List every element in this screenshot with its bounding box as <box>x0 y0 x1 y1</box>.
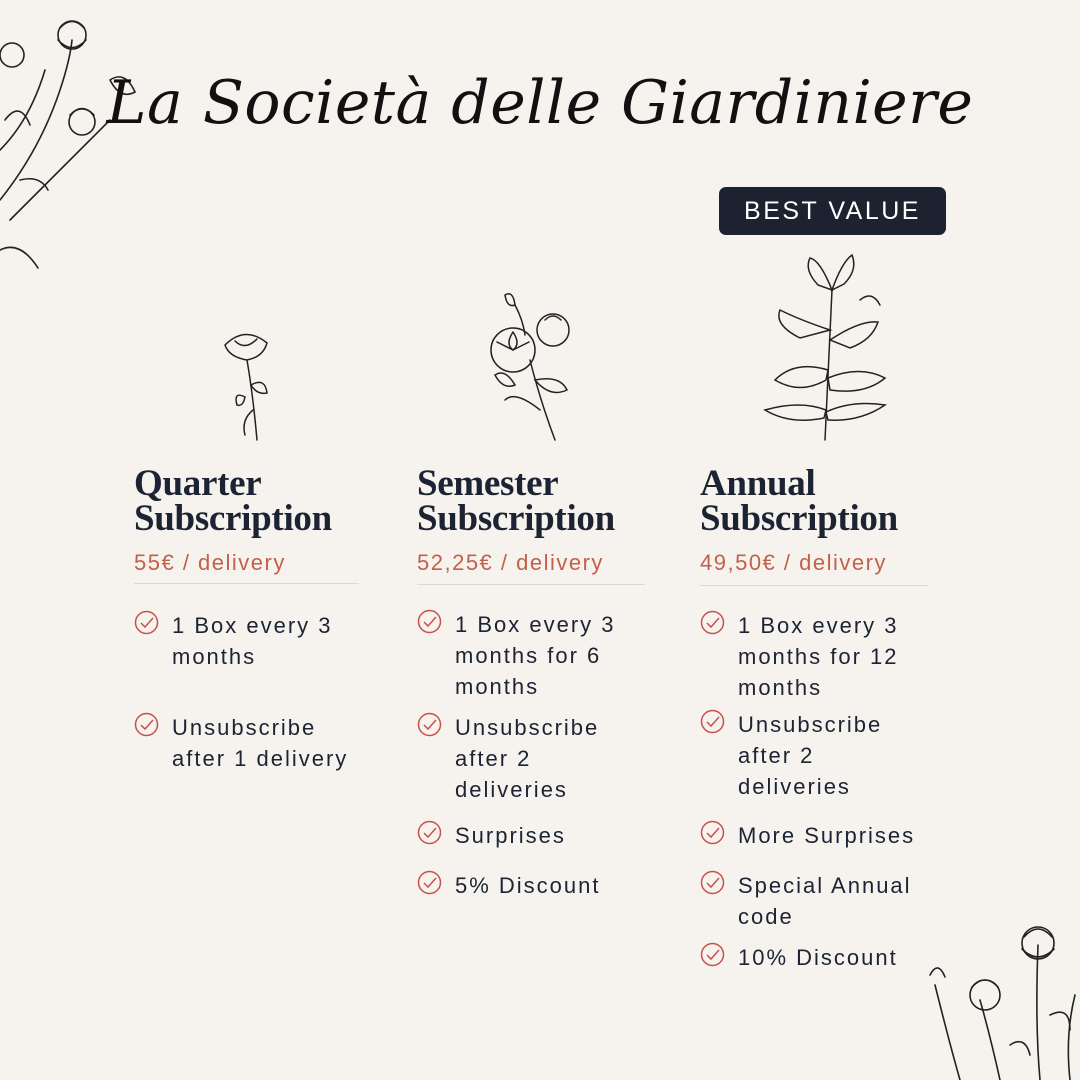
page-title: La Società delle Giardiniere <box>106 68 974 138</box>
feature-label: Unsubscribe after 2 deliveries <box>738 712 883 799</box>
feature-item <box>700 820 935 851</box>
feature-item <box>700 610 935 703</box>
feature-label: 1 Box every 3 months for 6 months <box>455 612 616 699</box>
feature-label: Special Annual code <box>738 873 912 929</box>
check-circle-icon <box>700 709 725 734</box>
feature-item <box>700 870 935 932</box>
plan-name-line2: Subscription <box>700 498 898 539</box>
feature-label: 1 Box every 3 months for 12 months <box>738 613 899 700</box>
flower-sprig-icon <box>215 325 275 445</box>
divider <box>134 583 359 584</box>
corner-flowers-bottom-right-icon <box>920 915 1080 1080</box>
feature-item <box>417 870 642 901</box>
best-value-badge: BEST VALUE <box>719 187 946 235</box>
plan-price-semester: 52,25€ / delivery <box>417 550 604 575</box>
check-circle-icon <box>417 609 442 634</box>
check-circle-icon <box>700 942 725 967</box>
plan-name-line1: Semester <box>417 463 559 504</box>
plan-name-line2: Subscription <box>417 498 615 539</box>
divider <box>700 585 928 586</box>
feature-item <box>134 712 354 774</box>
plan-name-line1: Quarter <box>134 463 262 504</box>
check-circle-icon <box>417 712 442 737</box>
flower-branch-icon <box>760 250 890 445</box>
feature-label: Unsubscribe after 1 delivery <box>172 715 349 771</box>
feature-item <box>134 610 354 672</box>
corner-flowers-top-left-icon <box>0 0 150 280</box>
feature-item <box>417 609 642 702</box>
plan-price-annual: 49,50€ / delivery <box>700 550 887 575</box>
feature-label: 5% Discount <box>455 873 601 898</box>
divider <box>417 584 645 585</box>
plan-name-line2: Subscription <box>134 498 332 539</box>
feature-label: 10% Discount <box>738 945 898 970</box>
check-circle-icon <box>700 870 725 895</box>
check-circle-icon <box>700 610 725 635</box>
plan-name-annual <box>700 463 898 539</box>
plan-name-quarter <box>134 463 332 539</box>
feature-label: More Surprises <box>738 823 916 848</box>
feature-item <box>417 820 642 851</box>
check-circle-icon <box>134 712 159 737</box>
feature-label: 1 Box every 3 months <box>172 613 333 669</box>
check-circle-icon <box>700 820 725 845</box>
feature-item <box>700 942 935 973</box>
flower-bouquet-icon <box>485 290 580 445</box>
feature-item <box>417 712 642 805</box>
feature-item <box>700 709 935 802</box>
plan-name-semester <box>417 463 615 539</box>
check-circle-icon <box>417 870 442 895</box>
check-circle-icon <box>134 610 159 635</box>
plan-name-line1: Annual <box>700 463 816 504</box>
feature-label: Unsubscribe after 2 deliveries <box>455 715 600 802</box>
feature-label: Surprises <box>455 823 566 848</box>
plan-price-quarter: 55€ / delivery <box>134 550 286 575</box>
check-circle-icon <box>417 820 442 845</box>
